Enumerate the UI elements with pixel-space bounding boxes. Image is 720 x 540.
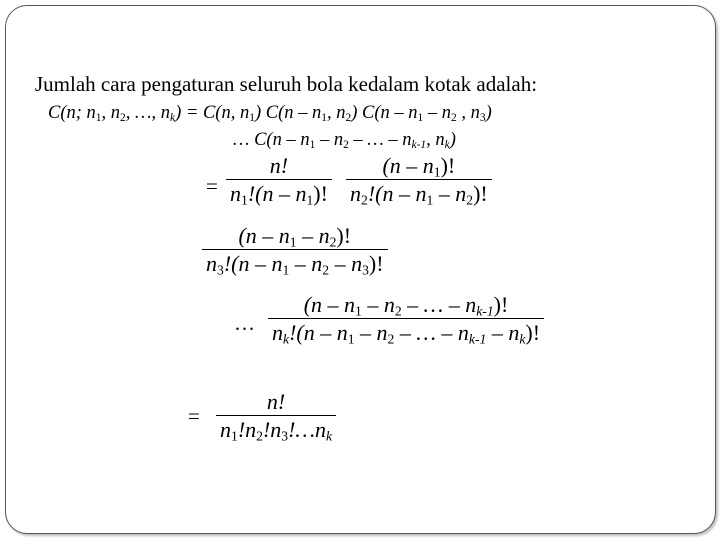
subscript: 3 [281, 428, 289, 444]
formula-text: – … – [348, 130, 403, 150]
subscript: 3 [362, 262, 369, 278]
formula-text: )! [336, 223, 352, 248]
formula-text: – … – n [401, 292, 477, 317]
fraction-4 [268, 292, 544, 346]
subscript: k [444, 138, 450, 151]
fraction-2-denominator [346, 181, 492, 206]
fraction-bar [226, 179, 332, 180]
formula-text: – n [296, 223, 330, 248]
formula-text: n [220, 417, 231, 443]
fraction-2-numerator [346, 153, 492, 178]
formula-text: )! [493, 292, 509, 317]
fraction-1 [226, 153, 332, 207]
formula-text: !(n – n [223, 251, 283, 277]
subscript: 1 [347, 331, 355, 347]
subscript: k-1 [411, 138, 427, 151]
formula-text: – n [354, 320, 388, 346]
formula-text: !n [237, 417, 257, 443]
formula-line-2 [233, 130, 456, 151]
subscript: 1 [289, 234, 297, 250]
fraction-4-denominator [268, 320, 544, 345]
equals-sign-final: = [188, 404, 200, 428]
fraction-5 [216, 389, 336, 443]
fraction-bar [202, 249, 388, 250]
subscript: 1 [321, 111, 327, 124]
subscript: 1 [433, 164, 441, 180]
formula-text: (n – n [303, 292, 356, 317]
subscript: 1 [306, 192, 314, 208]
formula-text: , n [326, 103, 346, 123]
formula-text: – n [315, 130, 344, 150]
subscript: 2 [120, 111, 126, 124]
fraction-3 [202, 223, 388, 277]
formula-text: )! [313, 181, 328, 207]
formula-line-1 [48, 103, 492, 124]
subscript: 1 [282, 262, 290, 278]
formula-text: , n [426, 130, 445, 150]
fraction-4-numerator [268, 292, 544, 317]
subscript: 2 [394, 303, 402, 319]
formula-text: n [206, 251, 217, 277]
formula-text: – n [486, 320, 520, 346]
subscript: 2 [345, 111, 352, 124]
formula-text: !n [262, 417, 282, 443]
subscript: 2 [329, 234, 337, 250]
formula-text: – n [423, 103, 451, 123]
subscript: k [325, 428, 333, 444]
formula-text: n [272, 320, 283, 346]
subscript: 2 [466, 192, 474, 208]
formula-text: ) C(n – n [254, 103, 322, 123]
formula-text: ) C(n – n [351, 103, 418, 123]
subscript: 2 [361, 192, 368, 208]
formula-text: (n – n [238, 223, 290, 248]
formula-text: !(n – n [367, 181, 427, 207]
subscript: 3 [479, 111, 486, 124]
fraction-3-denominator [202, 251, 388, 276]
formula-text: – … – n [394, 320, 469, 346]
formula-text: !(n – n [289, 320, 348, 346]
fraction-2 [346, 153, 492, 207]
formula-text: )! [525, 320, 541, 346]
subscript: 1 [426, 192, 434, 208]
subscript: 2 [343, 138, 349, 151]
fraction-3-numerator [202, 223, 388, 248]
subscript: k [519, 331, 526, 347]
subscript: k-1 [476, 303, 494, 319]
subscript: 2 [322, 262, 330, 278]
formula-text: – n [361, 292, 395, 317]
formula-text: , …, n [125, 103, 170, 123]
fraction-bar [346, 179, 492, 180]
formula-text: n [230, 181, 241, 207]
fraction-bar [216, 415, 336, 416]
formula-text: !(n – n [247, 181, 307, 207]
formula-text: (n – n [382, 153, 434, 178]
subscript: k [283, 331, 290, 347]
formula-text: – n [329, 251, 363, 277]
subscript: 2 [256, 428, 263, 444]
subscript: k [169, 111, 176, 124]
formula-text: ) = C(n, n [175, 103, 250, 123]
subscript: 2 [387, 331, 395, 347]
fraction-5-denominator [216, 417, 336, 442]
formula-text: , n [101, 103, 121, 123]
subscript: 2 [451, 111, 457, 124]
subscript: 1 [249, 111, 255, 124]
formula-text: ) [485, 103, 492, 123]
slide-frame [5, 5, 716, 534]
formula-text: )! [368, 251, 384, 277]
subscript: 1 [231, 428, 238, 444]
subscript: 1 [309, 138, 316, 151]
formula-text: !…n [288, 417, 326, 443]
formula-text: , n [456, 103, 480, 123]
formula-text: )! [440, 153, 456, 178]
subscript: 1 [417, 111, 424, 124]
subscript: 3 [217, 262, 224, 278]
fraction-1-numerator: n! [269, 153, 289, 178]
subscript: k-1 [468, 331, 487, 347]
formula-text: … C(n – n [233, 130, 310, 150]
subscript: 1 [241, 192, 248, 208]
equals-sign: = [206, 174, 218, 198]
fraction-5-numerator: n! [266, 389, 286, 414]
formula-text: – n [433, 181, 467, 207]
fraction-bar [268, 318, 544, 319]
formula-text: n [402, 130, 412, 150]
subscript: 1 [355, 303, 362, 319]
fraction-1-denominator [226, 181, 332, 206]
formula-text: n [350, 181, 361, 207]
formula-text: – n [289, 251, 323, 277]
formula-text: C(n; n [48, 103, 96, 123]
ellipsis: … [234, 311, 255, 335]
formula-text: )! [473, 181, 488, 207]
intro-text: Jumlah cara pengaturan seluruh bola kedalam kotak adalah: [35, 72, 538, 96]
formula-text: ) [449, 130, 456, 150]
subscript: 1 [95, 111, 102, 124]
